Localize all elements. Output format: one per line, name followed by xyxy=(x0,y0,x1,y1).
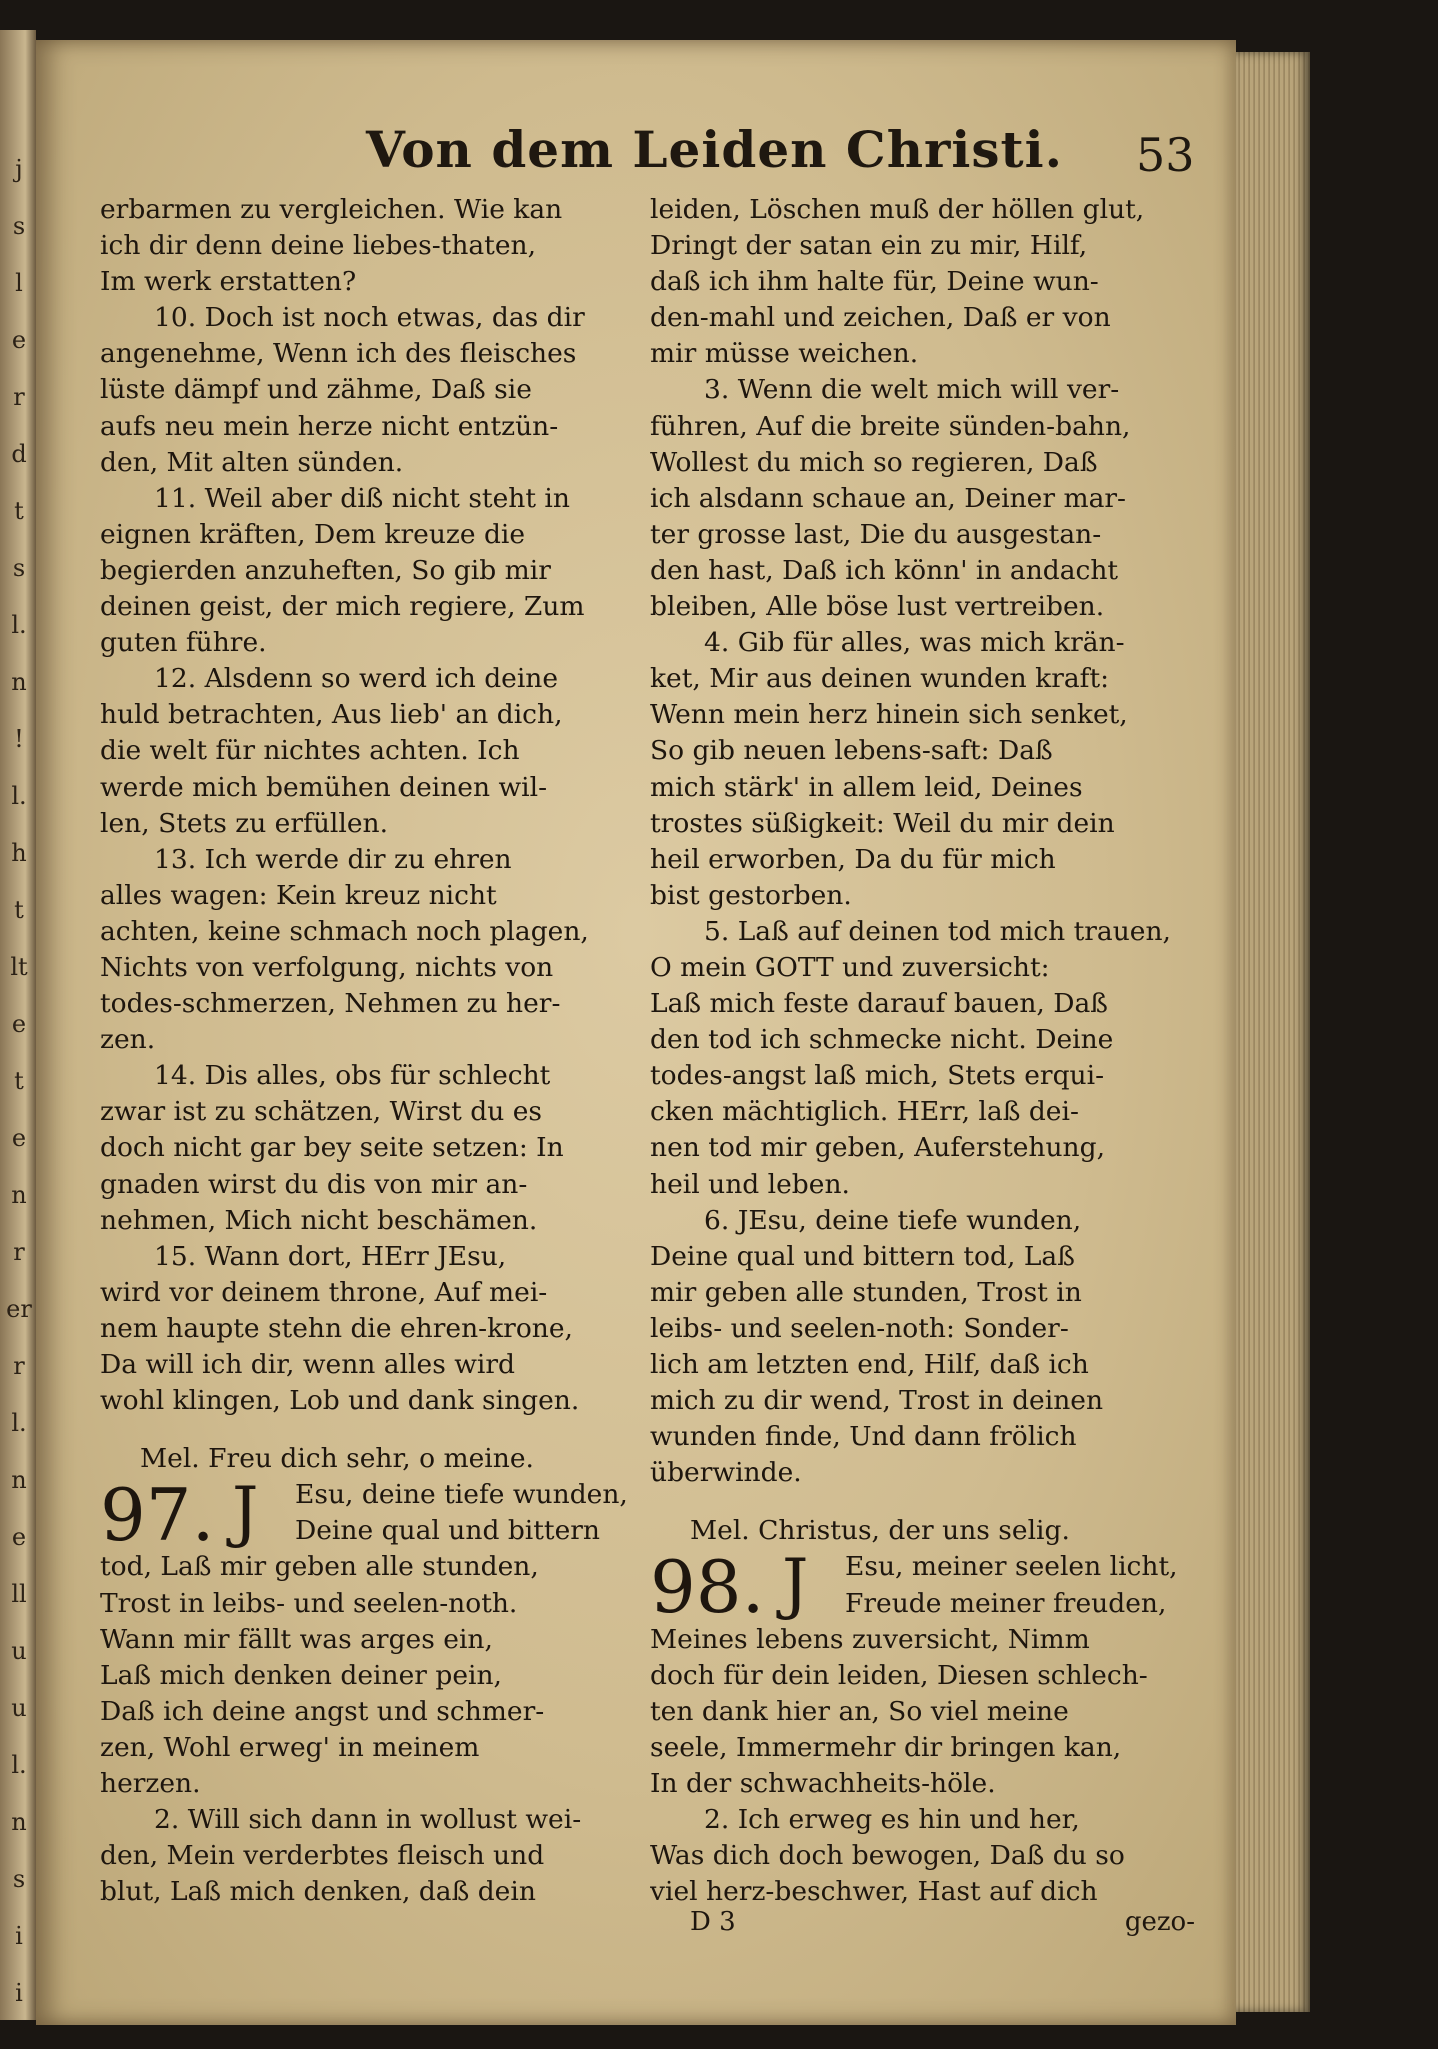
catchword: gezo- xyxy=(1124,1907,1195,1937)
text-line: Was dich doch bewogen, Daß du so xyxy=(650,1840,1125,1872)
text-line: begierden anzuheften, So gib mir xyxy=(100,554,551,586)
text-line: wunden finde, Und dann frölich xyxy=(650,1421,1077,1453)
facing-page-fragment: e xyxy=(11,1124,27,1152)
text-line: leiden, Löschen muß der höllen glut, xyxy=(650,194,1145,225)
text-line: trostes süßigkeit: Weil du mir dein xyxy=(650,807,1115,839)
left-column xyxy=(100,192,655,1910)
text-line: Wenn mein herz hinein sich senket, xyxy=(650,699,1128,731)
facing-page-fragment: n xyxy=(11,668,27,696)
text-line: Laß mich feste darauf bauen, Daß xyxy=(650,988,1109,1020)
text-line: Wollest du mich so regieren, Daß xyxy=(650,446,1098,478)
text-line: 14. Dis alles, obs für schlecht xyxy=(154,1060,551,1092)
text-line: 2. Ich erweg es hin und her, xyxy=(704,1804,1080,1836)
text-line: Wann mir fällt was arges ein, xyxy=(100,1623,493,1655)
facing-page-fragment: r xyxy=(13,1352,25,1380)
hymn-second-line: Freude meiner freuden, xyxy=(845,1587,1167,1619)
text-line: den, Mit alten sünden. xyxy=(100,446,404,478)
text-line: Meines lebens zuversicht, Nimm xyxy=(650,1623,1090,1655)
facing-page-fragment: n xyxy=(11,1181,27,1209)
text-line: ich alsdann schaue an, Deiner mar- xyxy=(650,482,1126,514)
facing-page-fragment: l xyxy=(15,269,23,297)
page-footer xyxy=(650,1907,1205,1947)
facing-page-fragment: t xyxy=(14,1067,24,1095)
facing-page-fragment: n xyxy=(11,1466,27,1494)
text-line: werde mich bemühen deinen wil- xyxy=(100,771,548,803)
text-line: achten, keine schmach noch plagen, xyxy=(100,915,589,947)
facing-page-fragment: ! xyxy=(14,725,24,753)
text-line: So gib neuen lebens-saft: Daß xyxy=(650,735,1053,767)
facing-page-fragment: l. xyxy=(11,1751,27,1779)
text-line: Daß ich deine angst und schmer- xyxy=(100,1695,545,1727)
hymn-number: 98. xyxy=(650,1545,765,1630)
text-line: bist gestorben. xyxy=(650,879,852,911)
text-line: eignen kräften, Dem kreuze die xyxy=(100,518,526,550)
text-line: guten führe. xyxy=(100,627,267,659)
text-line: 5. Laß auf deinen tod mich trauen, xyxy=(704,915,1171,947)
hymn-number: 97. xyxy=(100,1473,215,1558)
text-line: herzen. xyxy=(100,1768,201,1800)
text-line: blut, Laß mich denken, daß dein xyxy=(100,1876,536,1908)
text-line: nen tod mir geben, Auferstehung, xyxy=(650,1132,1106,1164)
text-line: zen, Wohl erweg' in meinem xyxy=(100,1731,480,1763)
signature-mark: D 3 xyxy=(690,1907,736,1937)
text-line: lich am letzten end, Hilf, daß ich xyxy=(650,1349,1089,1380)
facing-page-fragment: r xyxy=(13,383,25,411)
text-line: 4. Gib für alles, was mich krän- xyxy=(704,627,1125,659)
facing-page-fragment: u xyxy=(11,1637,27,1665)
hymn-start xyxy=(650,1545,1205,1630)
text-line: Trost in leibs- und seelen-noth. xyxy=(100,1587,518,1619)
facing-page-fragment: t xyxy=(14,896,24,924)
drop-cap: J xyxy=(782,1545,809,1623)
facing-page-fragment: er xyxy=(6,1295,32,1323)
facing-page-fragment: lt xyxy=(10,953,28,981)
text-line: den-mahl und zeichen, Daß er von xyxy=(650,302,1111,334)
facing-page-fragment: j xyxy=(15,155,23,183)
facing-page-fragment: e xyxy=(11,1523,27,1551)
facing-page-fragment: l. xyxy=(11,782,27,810)
text-line: 3. Wenn die welt mich will ver- xyxy=(704,374,1120,406)
text-line: wohl klingen, Lob und dank singen. xyxy=(100,1385,580,1417)
facing-page-fragment: t xyxy=(14,497,24,525)
text-line: cken mächtiglich. HErr, laß dei- xyxy=(650,1096,1079,1128)
page-title: Von dem Leiden Christi. xyxy=(366,120,1064,179)
text-line: Nichts von verfolgung, nichts von xyxy=(100,951,554,983)
facing-page-fragment: e xyxy=(11,1010,27,1038)
text-line: 6. JEsu, deine tiefe wunden, xyxy=(704,1204,1082,1236)
text-line: mich stärk' in allem leid, Deines xyxy=(650,771,1083,803)
text-line: 15. Wann dort, HErr JEsu, xyxy=(154,1240,507,1272)
text-line: ket, Mir aus deinen wunden kraft: xyxy=(650,663,1110,695)
text-line: todes-angst laß mich, Stets erqui- xyxy=(650,1060,1105,1092)
facing-page-fragment: l. xyxy=(11,611,27,639)
text-line: deinen geist, der mich regiere, Zum xyxy=(100,591,585,623)
text-line: angenehme, Wenn ich des fleisches xyxy=(100,338,577,370)
hymn-start xyxy=(100,1473,655,1558)
facing-page-fragment: h xyxy=(11,839,27,867)
melody-line: Mel. Freu dich sehr, o meine. xyxy=(140,1443,534,1475)
text-line: heil und leben. xyxy=(650,1168,850,1200)
text-line: zen. xyxy=(100,1024,156,1056)
hymn-first-line: Esu, deine tiefe wunden, xyxy=(295,1479,628,1511)
text-line: heil erworben, Da du für mich xyxy=(650,843,1056,875)
text-line: alles wagen: Kein kreuz nicht xyxy=(100,879,497,911)
text-line: 10. Doch ist noch etwas, das dir xyxy=(154,302,585,334)
text-line: 2. Will sich dann in wollust wei- xyxy=(154,1804,582,1836)
text-line: mich zu dir wend, Trost in deinen xyxy=(650,1385,1104,1417)
text-line: die welt für nichtes achten. Ich xyxy=(100,735,520,767)
running-header xyxy=(36,102,1236,192)
text-line: wird vor deinem throne, Auf mei- xyxy=(100,1276,548,1308)
text-line: len, Stets zu erfüllen. xyxy=(100,807,389,839)
text-line: In der schwachheits-höle. xyxy=(650,1768,996,1800)
text-line: führen, Auf die breite sünden-bahn, xyxy=(650,410,1131,442)
page-edges xyxy=(1236,52,1310,2012)
facing-page-fragment: d xyxy=(11,440,27,468)
text-line: überwinde. xyxy=(650,1457,802,1489)
text-line: mir geben alle stunden, Trost in xyxy=(650,1276,1082,1308)
facing-page-fragment: s xyxy=(12,212,26,240)
facing-page-fragment: n xyxy=(11,1808,27,1836)
text-line: den hast, Daß ich könn' in andacht xyxy=(650,554,1119,586)
text-line: tod, Laß mir geben alle stunden, xyxy=(100,1551,539,1583)
facing-page-fragment: e xyxy=(11,326,27,354)
text-line: gnaden wirst du dis von mir an- xyxy=(100,1168,528,1200)
text-line: todes-schmerzen, Nehmen zu her- xyxy=(100,988,561,1020)
hymn-second-line: Deine qual und bittern xyxy=(295,1515,600,1547)
facing-page-fragment: r xyxy=(13,1238,25,1266)
text-line: mir müsse weichen. xyxy=(650,338,919,370)
text-line: viel herz-beschwer, Hast auf dich xyxy=(650,1876,1098,1908)
drop-cap: J xyxy=(232,1473,259,1551)
right-column xyxy=(650,192,1205,1910)
facing-page-fragment: ll xyxy=(11,1580,27,1608)
text-line: bleiben, Alle böse lust vertreiben. xyxy=(650,591,1105,623)
text-line: aufs neu mein herze nicht entzün- xyxy=(100,410,559,442)
text-line: seele, Immermehr dir bringen kan, xyxy=(650,1731,1122,1763)
facing-page-fragment: s xyxy=(12,1865,26,1893)
text-line: O mein GOTT und zuversicht: xyxy=(650,951,1050,983)
melody-line: Mel. Christus, der uns selig. xyxy=(690,1515,1070,1547)
text-line: daß ich ihm halte für, Deine wun- xyxy=(650,266,1099,298)
hymn-first-line: Esu, meiner seelen licht, xyxy=(845,1551,1178,1583)
text-line: doch für dein leiden, Diesen schlech- xyxy=(650,1659,1148,1691)
text-line: ter grosse last, Die du ausgestan- xyxy=(650,518,1102,550)
text-line: Laß mich denken deiner pein, xyxy=(100,1659,502,1691)
text-line: 13. Ich werde dir zu ehren xyxy=(154,843,512,875)
page-number: 53 xyxy=(1136,128,1195,182)
text-line: lüste dämpf und zähme, Daß sie xyxy=(100,374,532,406)
text-line: huld betrachten, Aus lieb' an dich, xyxy=(100,699,563,731)
text-line: ten dank hier an, So viel meine xyxy=(650,1695,1069,1727)
text-line: Dringt der satan ein zu mir, Hilf, xyxy=(650,230,1088,262)
text-line: den, Mein verderbtes fleisch und xyxy=(100,1840,545,1872)
text-line: 11. Weil aber diß nicht steht in xyxy=(154,482,570,514)
text-line: Im werk erstatten? xyxy=(100,266,357,298)
facing-page-edge xyxy=(0,30,36,2020)
text-line: erbarmen zu vergleichen. Wie kan xyxy=(100,194,563,225)
facing-page-fragment: l. xyxy=(11,1409,27,1437)
text-line: doch nicht gar bey seite setzen: In xyxy=(100,1132,564,1164)
text-line: Deine qual und bittern tod, Laß xyxy=(650,1240,1075,1272)
text-line: den tod ich schmecke nicht. Deine xyxy=(650,1024,1114,1056)
text-line: zwar ist zu schätzen, Wirst du es xyxy=(100,1096,542,1128)
facing-page-fragment: u xyxy=(11,1694,27,1722)
text-line: leibs- und seelen-noth: Sonder- xyxy=(650,1312,1069,1344)
facing-page-fragment: i xyxy=(15,1979,23,2007)
text-line: Da will ich dir, wenn alles wird xyxy=(100,1349,516,1380)
facing-page-fragment: s xyxy=(12,554,26,582)
text-line: nehmen, Mich nicht beschämen. xyxy=(100,1204,538,1236)
text-line: nem haupte stehn die ehren-krone, xyxy=(100,1312,573,1344)
text-line: 12. Alsdenn so werd ich deine xyxy=(154,663,559,695)
text-line: ich dir denn deine liebes-thaten, xyxy=(100,230,537,262)
facing-page-fragment: i xyxy=(15,1922,23,1950)
